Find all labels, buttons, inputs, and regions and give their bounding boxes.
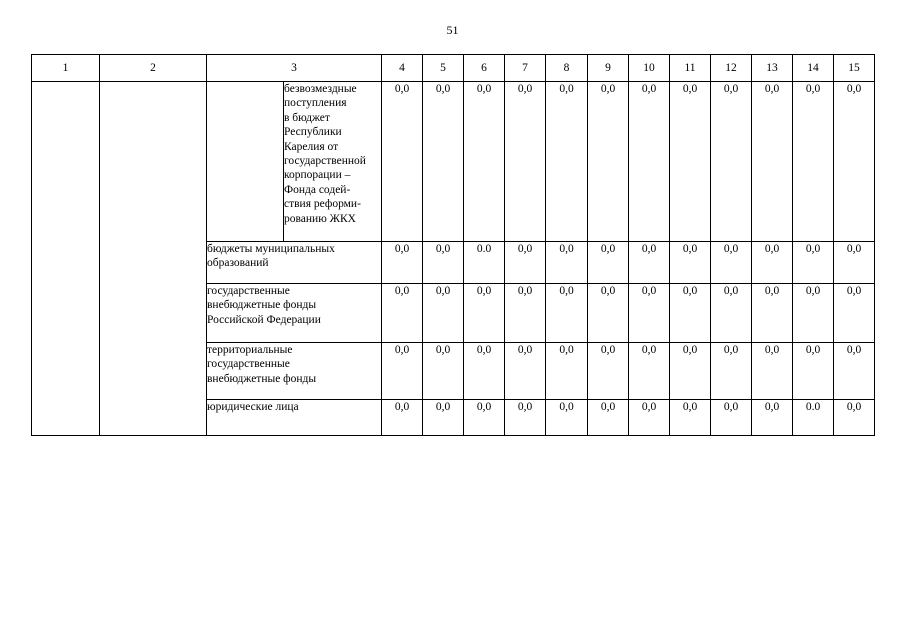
- page-number: 51: [446, 23, 459, 37]
- value-cell: 0,0: [588, 284, 629, 343]
- empty-cell: [100, 82, 207, 436]
- value-cell: 0,0: [629, 242, 670, 284]
- value-cell: 0,0: [793, 343, 834, 400]
- value-cell: 0,0: [423, 343, 464, 400]
- value-cell: 0,0: [382, 242, 423, 284]
- value-cell: 0,0: [546, 284, 588, 343]
- budget-table: [31, 54, 875, 436]
- header-cell: 9: [588, 55, 629, 82]
- value-cell: 0,0: [464, 82, 505, 242]
- row-label: безвозмездные поступления в бюджет Республики Карелия от государственной корпорации – Фонда содей- ствия реформи- рованию ЖКХ: [284, 82, 382, 242]
- value-cell: 0,0: [752, 400, 793, 436]
- value-cell: 0,0: [752, 284, 793, 343]
- value-cell: 0,0: [670, 400, 711, 436]
- value-cell: 0,0: [834, 343, 875, 400]
- value-cell: 0,0: [793, 242, 834, 284]
- value-cell: 0,0: [382, 82, 423, 242]
- value-cell: 0,0: [505, 400, 546, 436]
- header-cell: 4: [382, 55, 423, 82]
- value-cell: 0,0: [793, 82, 834, 242]
- value-cell: 0,0: [464, 343, 505, 400]
- header-cell: 1: [32, 55, 100, 82]
- row-label: территориальные государственные внебюджетные фонды: [207, 343, 382, 400]
- value-cell: 0,0: [752, 343, 793, 400]
- value-cell: 0,0: [629, 343, 670, 400]
- value-cell: 0,0: [670, 82, 711, 242]
- value-cell: 0,0: [629, 82, 670, 242]
- value-cell: 0,0: [423, 242, 464, 284]
- value-cell: 0,0: [382, 284, 423, 343]
- value-cell: 0,0: [423, 82, 464, 242]
- value-cell: 0,0: [711, 400, 752, 436]
- value-cell: 0,0: [711, 242, 752, 284]
- empty-cell: [207, 82, 284, 242]
- value-cell: 0,0: [546, 242, 588, 284]
- value-cell: 0,0: [670, 242, 711, 284]
- value-cell: 0,0: [505, 284, 546, 343]
- header-cell: 11: [670, 55, 711, 82]
- value-cell: 0,0: [834, 82, 875, 242]
- value-cell: 0,0: [711, 82, 752, 242]
- header-row: [32, 55, 875, 82]
- value-cell: 0,0: [752, 82, 793, 242]
- header-cell: 15: [834, 55, 875, 82]
- value-cell: 0,0: [464, 284, 505, 343]
- value-cell: 0,0: [834, 400, 875, 436]
- value-cell: 0,0: [670, 284, 711, 343]
- value-cell: 0,0: [588, 82, 629, 242]
- header-cell: 2: [100, 55, 207, 82]
- value-cell: 0,0: [588, 400, 629, 436]
- value-cell: 0,0: [834, 242, 875, 284]
- value-cell: 0,0: [464, 400, 505, 436]
- header-cell: 5: [423, 55, 464, 82]
- value-cell: 0,0: [546, 343, 588, 400]
- value-cell: 0,0: [588, 343, 629, 400]
- value-cell: 0,0: [588, 242, 629, 284]
- value-cell: 0,0: [505, 343, 546, 400]
- row-label: бюджеты муниципальных образований: [207, 242, 382, 284]
- value-cell: 0,0: [546, 400, 588, 436]
- value-cell: 0,0: [423, 400, 464, 436]
- header-cell: 6: [464, 55, 505, 82]
- header-cell: 12: [711, 55, 752, 82]
- value-cell: 0,0: [711, 284, 752, 343]
- value-cell: 0.0: [793, 400, 834, 436]
- value-cell: 0,0: [382, 400, 423, 436]
- value-cell: 0,0: [629, 400, 670, 436]
- header-cell: 14: [793, 55, 834, 82]
- value-cell: 0,0: [505, 82, 546, 242]
- row-label: государственные внебюджетные фонды Российской Федерации: [207, 284, 382, 343]
- value-cell: 0.0: [464, 242, 505, 284]
- value-cell: 0,0: [423, 284, 464, 343]
- header-cell: 7: [505, 55, 546, 82]
- header-cell: 13: [752, 55, 793, 82]
- value-cell: 0,0: [629, 284, 670, 343]
- value-cell: 0,0: [834, 284, 875, 343]
- header-cell: 10: [629, 55, 670, 82]
- value-cell: 0,0: [670, 343, 711, 400]
- value-cell: 0,0: [752, 242, 793, 284]
- value-cell: 0,0: [793, 284, 834, 343]
- empty-cell: [32, 82, 100, 436]
- header-cell: 8: [546, 55, 588, 82]
- row-label: юридические лица: [207, 400, 382, 436]
- value-cell: 0,0: [546, 82, 588, 242]
- value-cell: 0,0: [505, 242, 546, 284]
- value-cell: 0,0: [382, 343, 423, 400]
- table-row: [32, 82, 875, 242]
- header-cell: 3: [207, 55, 382, 82]
- value-cell: 0,0: [711, 343, 752, 400]
